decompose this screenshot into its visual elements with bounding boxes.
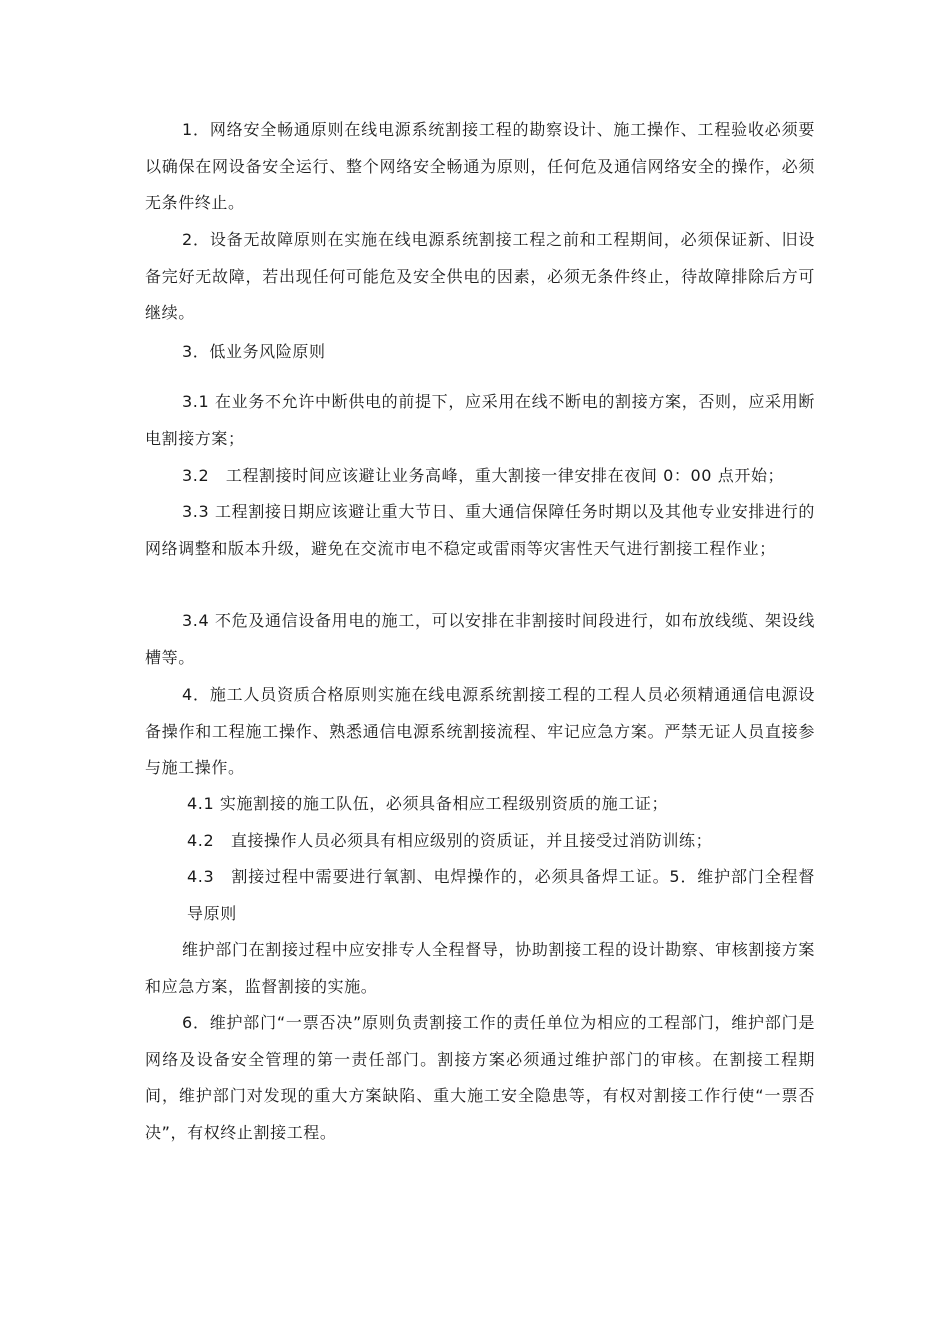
paragraph-5: 维护部门在割接过程中应安排专人全程督导，协助割接工程的设计勘察、审核割接方案和应急方案，监督割接的实施。 — [145, 940, 815, 996]
paragraph-6: 6．维护部门“一票否决”原则负责割接工作的责任单位为相应的工程部门，维护部门是网络及设备安全管理的第一责任部门。割接方案必须通过维护部门的审核。在割接工程期间，维护部门对发现的重大方案缺陷、重大施工安全隐患等，有权对割接工作行使“一票否决”，有权终止割接工程。 — [145, 1013, 815, 1142]
paragraph-1: 1．网络安全畅通原则在线电源系统割接工程的勘察设计、施工操作、工程验收必须要以确保在网设备安全运行、整个网络安全畅通为原则，任何危及通信网络安全的操作，必须无条件终止。 — [145, 120, 815, 212]
paragraph-3-1: 3.1 在业务不允许中断供电的前提下，应采用在线不断电的割接方案，否则，应采用断电割接方案； — [145, 392, 815, 448]
paragraph-4-3: 4.3 割接过程中需要进行氧割、电焊操作的，必须具备焊工证。5．维护部门全程督导原则 — [187, 867, 815, 923]
paragraph-4-1: 4.1 实施割接的施工队伍，必须具备相应工程级别资质的施工证； — [187, 794, 669, 813]
paragraph-3-2: 3.2 工程割接时间应该避让业务高峰，重大割接一律安排在夜间 0：00 点开始； — [182, 466, 785, 485]
paragraph-4: 4．施工人员资质合格原则实施在线电源系统割接工程的工程人员必须精通通信电源设备操作和工程施工操作、熟悉通信电源系统割接流程、牢记应急方案。严禁无证人员直接参与施工操作。 — [145, 685, 815, 777]
paragraph-3-heading: 3．低业务风险原则 — [182, 342, 326, 361]
paragraph-3-3: 3.3 工程割接日期应该避让重大节日、重大通信保障任务时期以及其他专业安排进行的网络调整和版本升级，避免在交流市电不稳定或雷雨等灾害性天气进行割接工程作业； — [145, 502, 815, 558]
paragraph-4-2: 4.2 直接操作人员必须具有相应级别的资质证，并且接受过消防训练； — [187, 831, 713, 850]
paragraph-3-4: 3.4 不危及通信设备用电的施工，可以安排在非割接时间段进行，如布放线缆、架设线槽等。 — [145, 611, 815, 667]
paragraph-2: 2．设备无故障原则在实施在线电源系统割接工程之前和工程期间，必须保证新、旧设备完好无故障，若出现任何可能危及安全供电的因素，必须无条件终止，待故障排除后方可继续。 — [145, 230, 815, 322]
